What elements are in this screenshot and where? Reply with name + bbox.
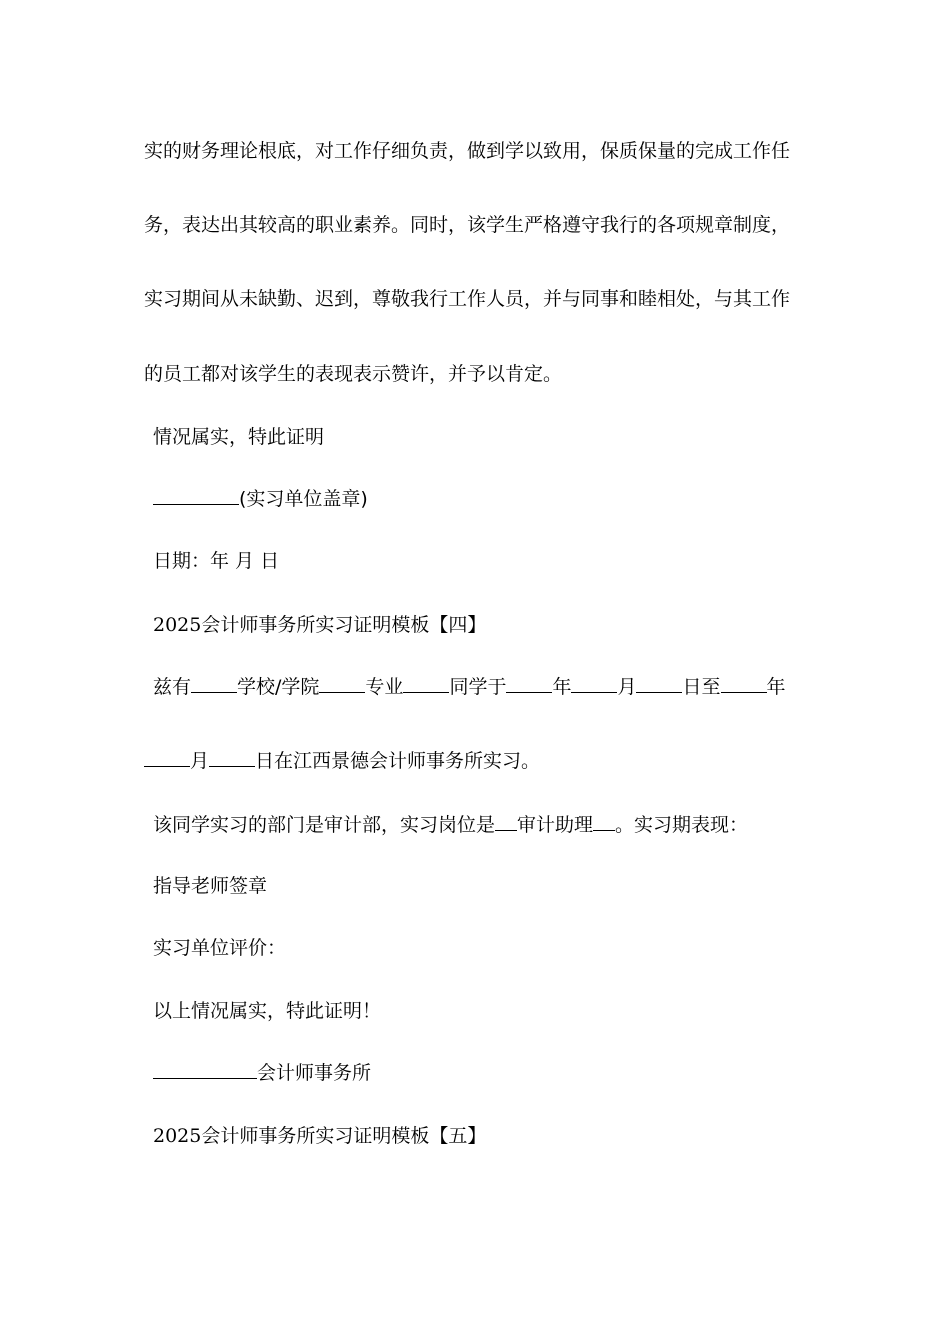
intro-day-to: 日至 — [682, 676, 721, 698]
intro-line-1 — [153, 674, 786, 700]
section-heading-5-text: 2025会计师事务所实习证明模板【五】 — [153, 1125, 487, 1147]
stamp-blank — [153, 486, 239, 505]
position-name: 审计助理 — [517, 814, 594, 836]
blank-month — [571, 674, 617, 693]
dept-prefix: 该同学实习的部门是审计部，实习岗位是 — [153, 814, 496, 836]
intro-school: 学校/学院 — [237, 676, 320, 698]
paragraph-line-3: 实习期间从未缺勤、迟到，尊敬我行工作人员，并与同事和睦相处，与其工作 — [144, 288, 791, 310]
org-line — [153, 1060, 371, 1086]
blank-day — [636, 674, 682, 693]
blank-student — [403, 674, 449, 693]
section-heading-5 — [153, 1123, 486, 1149]
intro-month: 月 — [617, 676, 637, 698]
intro-major: 专业 — [365, 676, 404, 698]
intro-year: 年 — [552, 676, 572, 698]
blank-day-2 — [209, 748, 255, 767]
stamp-label: (实习单位盖章) — [239, 488, 368, 510]
org-suffix: 会计师事务所 — [257, 1062, 372, 1084]
paragraph-line-2: 务，表达出其较高的职业素养。同时，该学生严格遵守我行的各项规章制度， — [144, 214, 791, 236]
intro-student: 同学于 — [449, 676, 507, 698]
intro-year-2: 年 — [766, 676, 786, 698]
blank-position-left — [495, 812, 517, 831]
blank-month-2 — [144, 748, 190, 767]
intro-line-2 — [144, 748, 540, 774]
paragraph-line-4: 的员工都对该学生的表现表示赞许，并予以肯定。 — [144, 363, 563, 385]
unit-evaluation: 实习单位评价： — [153, 937, 287, 959]
intro-zi-you: 兹有 — [153, 676, 192, 698]
section-heading-4 — [153, 612, 486, 638]
section-heading-4-text: 2025会计师事务所实习证明模板【四】 — [153, 614, 487, 636]
teacher-sign: 指导老师签章 — [153, 875, 268, 897]
paragraph-line-1: 实的财务理论根底，对工作仔细负责，做到学以致用，保质保量的完成工作任 — [144, 140, 791, 162]
blank-position-right — [593, 812, 615, 831]
dept-suffix: 。实习期表现： — [615, 814, 749, 836]
intro-month-2: 月 — [190, 750, 210, 772]
blank-year — [506, 674, 552, 693]
dept-line — [153, 812, 748, 838]
blank-major — [319, 674, 365, 693]
blank-year-2 — [721, 674, 767, 693]
certify-statement: 情况属实，特此证明 — [153, 426, 325, 448]
blank-school — [191, 674, 237, 693]
certify-statement-2: 以上情况属实，特此证明！ — [153, 1000, 382, 1022]
date-line: 日期：年 月 日 — [153, 550, 280, 572]
intro-day-end: 日在江西景德会计师事务所实习。 — [255, 750, 541, 772]
blank-org — [153, 1060, 257, 1079]
stamp-line — [153, 486, 368, 512]
